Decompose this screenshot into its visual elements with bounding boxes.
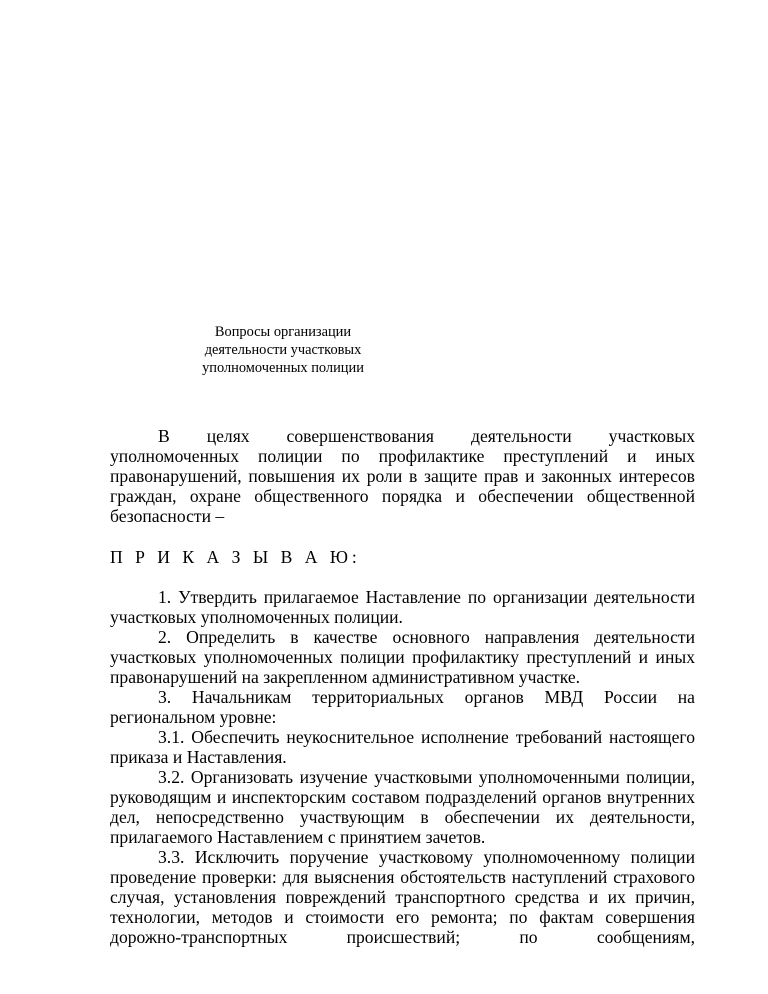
subject-line: уполномоченных полиции bbox=[202, 360, 364, 376]
preamble-paragraph: В целях совершенствования деятельности участковых уполномоченных полиции по профилактике преступлений и иных правонарушений, повышения их роли в защите прав и законных интересов граждан, охране общественного порядка и обеспечении общественной безопасности – bbox=[110, 426, 695, 526]
order-heading: П Р И К А З Ы В А Ю: bbox=[110, 547, 361, 567]
order-item: 1. Утвердить прилагаемое Наставление по организации деятельности участковых уполномоченных полиции. bbox=[110, 587, 695, 627]
order-item: 3.1. Обеспечить неукоснительное исполнение требований настоящего приказа и Наставления. bbox=[110, 727, 695, 767]
subject-line: Вопросы организации bbox=[214, 324, 352, 340]
subject-line: деятельности участковых bbox=[204, 342, 362, 358]
order-item: 3.3. Исключить поручение участковому уполномоченному полиции проведение проверки: для выяснения обстоятельств наступлений страхового случая, установления повреждений транспортного средства и их причин, технологии, методов и стоимости его ремонта; по фактам совершения дорожно-транспортных происшествий; по сообщениям, bbox=[110, 847, 695, 947]
order-item: 2. Определить в качестве основного направления деятельности участковых уполномоченных полиции профилактику преступлений и иных правонарушений на закрепленном административном участке. bbox=[110, 627, 695, 687]
document-body bbox=[110, 426, 695, 947]
document-subject bbox=[0, 323, 566, 377]
order-item: 3.2. Организовать изучение участковыми уполномоченными полиции, руководящим и инспекторским составом подразделений органов внутренних дел, непосредственно участвующим в обеспечении их деятельности, прилагаемого Наставлением с принятием зачетов. bbox=[110, 767, 695, 847]
order-item: 3. Начальникам территориальных органов МВД России на региональном уровне: bbox=[110, 687, 695, 727]
